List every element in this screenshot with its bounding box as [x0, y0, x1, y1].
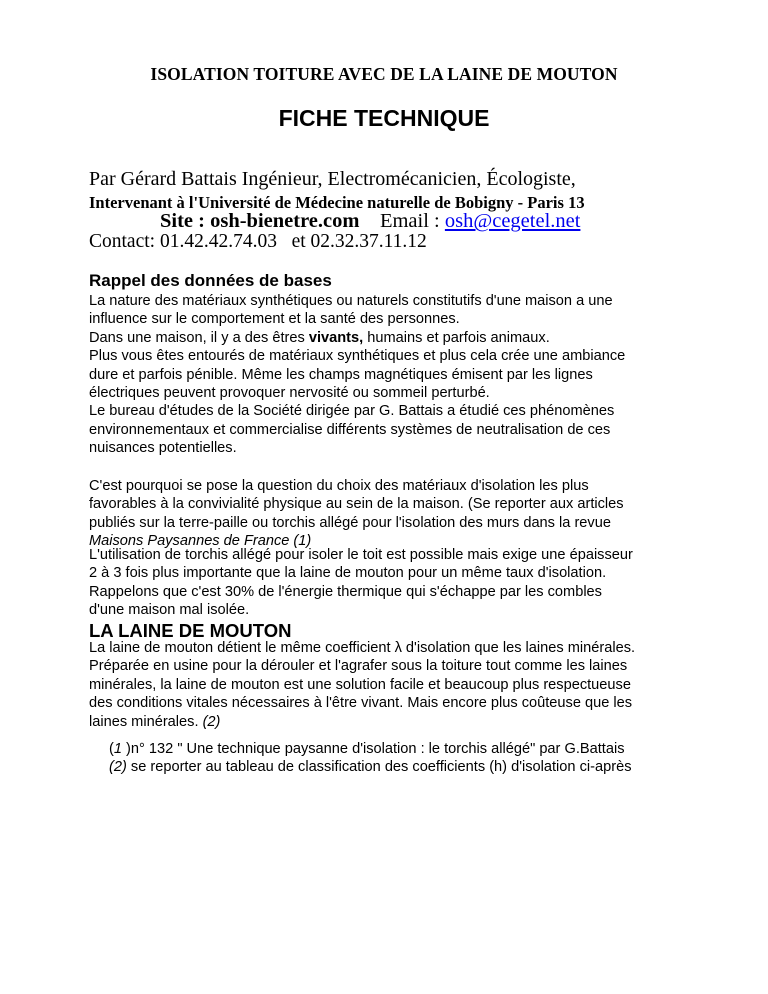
email-label: Email : [379, 210, 440, 232]
paragraph-rappel-1 [89, 292, 689, 458]
paragraph-rappel-2 [89, 477, 689, 551]
affiliation-line: Intervenant à l'Université de Médecine naturelle de Bobigny - Paris 13 [89, 193, 585, 212]
contact-line: Contact: 01.42.42.74.03 et 02.32.37.11.12 [89, 231, 427, 252]
text-line: électriques peuvent provoquer nervosité ou sommeil perturbé. [89, 385, 490, 402]
text-line: Plus vous êtes entourés de matériaux synthétiques et plus cela crée une ambiance [89, 348, 626, 365]
text-line: La nature des matériaux synthétiques ou naturels constitutifs d'une maison a une [89, 293, 613, 309]
site-email-line [160, 210, 580, 233]
text-line: C'est pourquoi se pose la question du choix des matériaux d'isolation les plus [89, 478, 589, 494]
text-line: d'une maison mal isolée. [89, 602, 250, 619]
text-line: favorables à la convivialité physique au sein de la maison. (Se reporter aux articles [89, 496, 624, 513]
footnotes [109, 740, 632, 777]
author-line: Par Gérard Battais Ingénieur, Electromécanicien, Écologiste, [89, 168, 576, 190]
paragraph-laine [89, 639, 689, 731]
text-line: La laine de mouton détient le même coefficient λ d'isolation que les laines minérales. [89, 640, 636, 656]
footnote-1: (1 )n° 132 " Une technique paysanne d'isolation : le torchis allégé" par G.Battais [109, 741, 625, 757]
document-subtitle: FICHE TECHNIQUE [278, 105, 490, 131]
footnote-2: (2) se reporter au tableau de classification des coefficients (h) d'isolation ci-après [109, 759, 632, 776]
text-line: Rappelons que c'est 30% de l'énergie thermique qui s'échappe par les combles [89, 583, 602, 600]
text-line: dure et parfois pénible. Même les champs magnétiques émisent par les lignes [89, 366, 593, 383]
text-line: nuisances potentielles. [89, 440, 237, 457]
text-line: 2 à 3 fois plus importante que la laine de mouton pour un même taux d'isolation. [89, 565, 607, 582]
text-line: influence sur le comportement et la santé des personnes. [89, 311, 460, 328]
text-line: Préparée en usine pour la dérouler et l'agrafer sous la toiture tout comme les laines [89, 658, 628, 675]
paragraph-rappel-3 [89, 546, 689, 620]
text-line: des conditions vitales nécessaires à l'être vivant. Mais encore plus coûteuse que les [89, 695, 633, 712]
text-line: minérales, la laine de mouton est une solution facile et beaucoup plus respectueuse [89, 676, 631, 693]
text-line: environnementaux et commercialise différents systèmes de neutralisation de ces [89, 421, 611, 438]
footnote-ref: (2) [202, 713, 221, 730]
journal-title: Maisons Paysannes de France (1) [89, 533, 312, 550]
text-line: Dans une maison, il y a des êtres vivants, humains et parfois animaux. [89, 329, 550, 346]
bold-word: vivants, [308, 329, 364, 346]
section-heading-laine: LA LAINE DE MOUTON [89, 620, 292, 641]
site-label: Site : osh-bienetre.com [160, 210, 360, 232]
text-line: laines minérales. (2) [89, 713, 221, 730]
text-line: Le bureau d'études de la Société dirigée par G. Battais a étudié ces phénomènes [89, 403, 615, 420]
section-heading-rappel: Rappel des données de bases [89, 271, 332, 290]
text-line: L'utilisation de torchis allégé pour isoler le toit est possible mais exige une épaisseur [89, 547, 633, 563]
text-line: publiés sur la terre-paille ou torchis allégé pour l'isolation des murs dans la revue [89, 514, 611, 531]
document-title: ISOLATION TOITURE AVEC DE LA LAINE DE MOUTON [150, 64, 618, 84]
email-link[interactable]: osh@cegetel.net [444, 210, 581, 232]
